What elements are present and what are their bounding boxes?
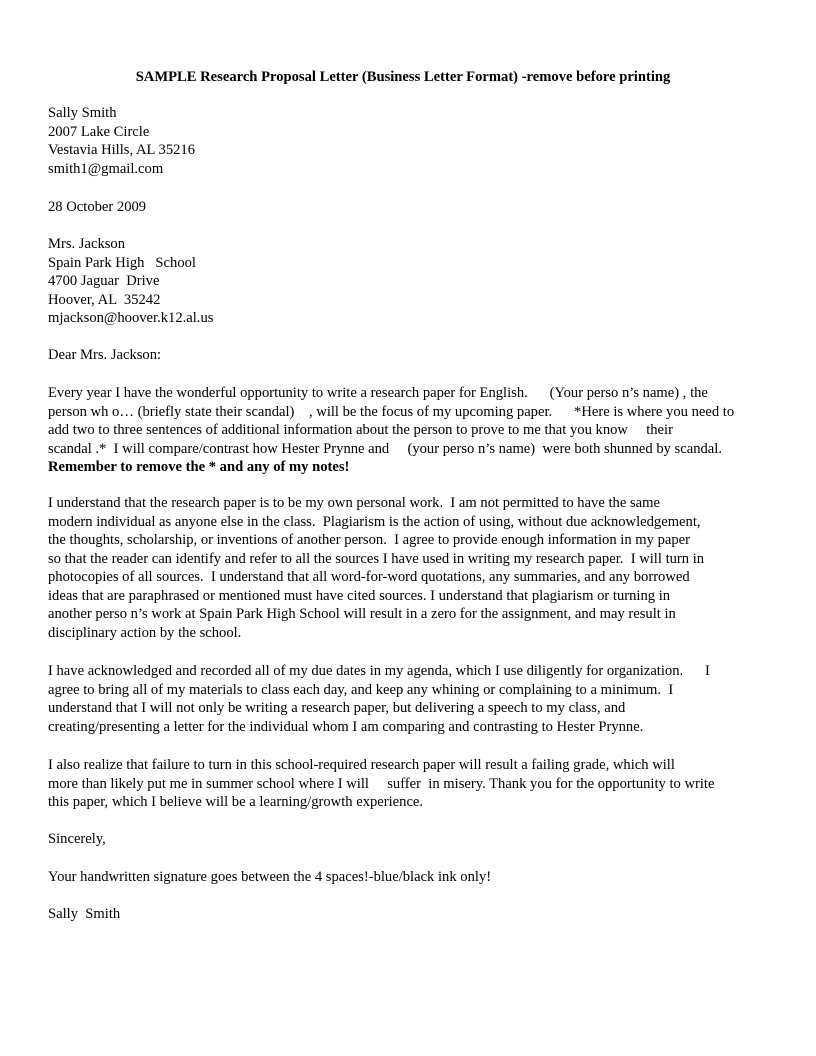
paragraph-1 xyxy=(48,384,758,477)
salutation xyxy=(48,346,758,365)
closing xyxy=(48,830,758,849)
paragraph-1-note: Remember to remove the * and any of my notes! xyxy=(48,459,350,475)
recipient-school: Spain Park High School xyxy=(48,254,196,271)
salutation-text: Dear Mrs. Jackson: xyxy=(48,347,162,363)
sender-email: smith1@gmail.com xyxy=(48,160,164,177)
sender-address xyxy=(48,104,758,178)
recipient-city: Hoover, AL 35242 xyxy=(48,291,161,308)
paragraph-2-line: disciplinary action by the school. xyxy=(48,624,242,641)
signature-note xyxy=(48,868,758,887)
letter-page xyxy=(48,0,758,1056)
date-text: 28 October 2009 xyxy=(48,199,147,215)
paragraph-3-line: creating/presenting a letter for the individual whom I am comparing and contrasting to Hester Prynne. xyxy=(48,718,644,735)
recipient-street: 4700 Jaguar Drive xyxy=(48,273,160,290)
paragraph-2-line: the thoughts, scholarship, or inventions of another person. I agree to provide enough information in my paper xyxy=(48,532,690,548)
paragraph-2-line: so that the reader can identify and refer to all the sources I have used in writing my research paper. I will turn in xyxy=(48,550,705,567)
recipient-address xyxy=(48,235,758,328)
recipient-name: Mrs. Jackson xyxy=(48,236,126,252)
sender-street: 2007 Lake Circle xyxy=(48,123,150,140)
sender-city: Vestavia Hills, AL 35216 xyxy=(48,142,196,159)
paragraph-4-line: I also realize that failure to turn in this school-required research paper will result a failing grade, which will xyxy=(48,757,675,773)
paragraph-1-line: Every year I have the wonderful opportunity to write a research paper for English. (Your perso n’s name) , the xyxy=(48,385,708,401)
paragraph-4 xyxy=(48,756,758,812)
paragraph-1-line: add two to three sentences of additional information about the person to prove to me that you know their xyxy=(48,422,673,438)
paragraph-2-line: photocopies of all sources. I understand that all word-for-word quotations, any summaries, and any borrowed xyxy=(48,569,690,585)
sender-name: Sally Smith xyxy=(48,105,117,121)
paragraph-3 xyxy=(48,662,758,736)
signature-name xyxy=(48,905,758,924)
paragraph-3-line: understand that I will not only be writing a research paper, but delivering a speech to my class, and xyxy=(48,700,626,716)
paragraph-2-line: ideas that are paraphrased or mentioned must have cited sources. I understand that plagiarism or turning in xyxy=(48,587,671,604)
letter-date xyxy=(48,198,758,217)
signature-note-text: Your handwritten signature goes between the 4 spaces!-blue/black ink only! xyxy=(48,869,492,885)
paragraph-3-line: I have acknowledged and recorded all of my due dates in my agenda, which I use diligently for organization. I xyxy=(48,663,710,679)
paragraph-4-line: more than likely put me in summer school where I will suffer in misery. Thank you for the opportunity to write xyxy=(48,775,715,792)
paragraph-3-line: agree to bring all of my materials to class each day, and keep any whining or complaining to a minimum. I xyxy=(48,681,674,698)
closing-text: Sincerely, xyxy=(48,831,106,847)
paragraph-2-line: another perso n’s work at Spain Park High School will result in a zero for the assignment, and may result in xyxy=(48,606,676,622)
paragraph-2-line: modern individual as anyone else in the class. Plagiarism is the action of using, without due acknowledgement, xyxy=(48,513,701,530)
document-title: SAMPLE Research Proposal Letter (Business Letter Format) -remove before printing xyxy=(135,69,671,85)
recipient-email: mjackson@hoover.k12.al.us xyxy=(48,310,214,327)
signature-name-text: Sally Smith xyxy=(48,906,121,922)
paragraph-2-line: I understand that the research paper is to be my own personal work. I am not permitted to have the same xyxy=(48,495,660,511)
paragraph-1-line: scandal .* I will compare/contrast how Hester Prynne and (your perso n’s name) were both shunned by scandal. xyxy=(48,440,722,457)
paragraph-2 xyxy=(48,494,758,642)
paragraph-4-line: this paper, which I believe will be a learning/growth experience. xyxy=(48,794,424,810)
paragraph-1-line: person wh o… (briefly state their scandal) , will be the focus of my upcoming paper. *Here is where you need to xyxy=(48,403,735,420)
